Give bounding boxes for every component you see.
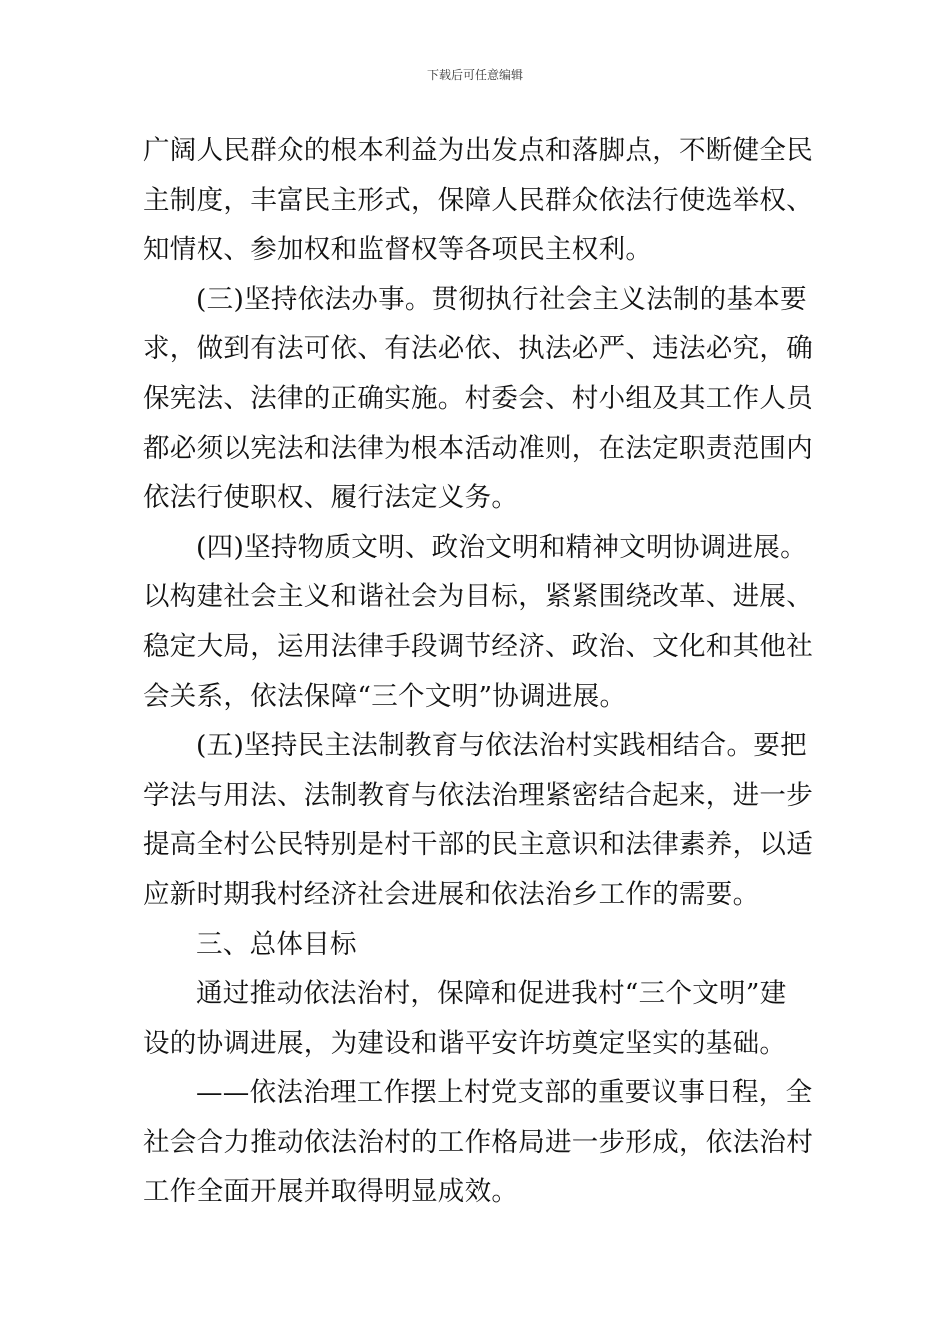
text-line: 保宪法、法律的正确实施。村委会、村小组及其工作人员 (143, 382, 813, 414)
text-line: 知情权、参加权和监督权等各项民主权利。 (143, 234, 653, 266)
text-line: 以构建社会主义和谐社会为目标，紧紧围绕改革、进展、 (143, 581, 813, 613)
text-line: 提高全村公民特别是村干部的民主意识和法律素养，以适 (143, 829, 813, 861)
paragraph-start-line: 通过推动依法治村，保障和促进我村“三个文明”建 (196, 978, 787, 1010)
text-line: 都必须以宪法和法律为根本活动准则，在法定职责范围内 (143, 432, 813, 464)
document-body (143, 126, 813, 1217)
text-line: 依法行使职权、履行法定义务。 (143, 482, 519, 514)
text-line: 社会合力推动依法治村的工作格局进一步形成，依法治村 (143, 1126, 813, 1158)
section-heading-line: (五)坚持民主法制教育与依法治村实践相结合。要把 (196, 730, 807, 762)
text-line: 会关系，依法保障“三个文明”协调进展。 (143, 680, 627, 712)
text-line: 学法与用法、法制教育与依法治理紧密结合起来，进一步 (143, 779, 813, 811)
paragraph-start-line: ——依法治理工作摆上村党支部的重要议事日程，全 (196, 1077, 813, 1109)
section-heading-line: (四)坚持物质文明、政治文明和精神文明协调进展。 (196, 531, 807, 563)
text-line: 应新时期我村经济社会进展和依法治乡工作的需要。 (143, 878, 760, 910)
text-line: 稳定大局，运用法律手段调节经济、政治、文化和其他社 (143, 630, 813, 662)
text-line: 设的协调进展，为建设和谐平安许坊奠定坚实的基础。 (143, 1027, 787, 1059)
text-line: 工作全面开展并取得明显成效。 (143, 1176, 519, 1208)
section-title-line: 三、总体目标 (196, 928, 357, 960)
page-header-note: 下载后可任意编辑 (426, 68, 523, 82)
section-heading-line: (三)坚持依法办事。贯彻执行社会主义法制的基本要 (196, 283, 807, 315)
text-line: 主制度，丰富民主形式，保障人民群众依法行使选举权、 (143, 184, 813, 216)
text-line: 广阔人民群众的根本利益为出发点和落脚点，不断健全民 (143, 135, 813, 166)
text-line: 求，做到有法可依、有法必依、执法必严、违法必究，确 (143, 333, 813, 365)
